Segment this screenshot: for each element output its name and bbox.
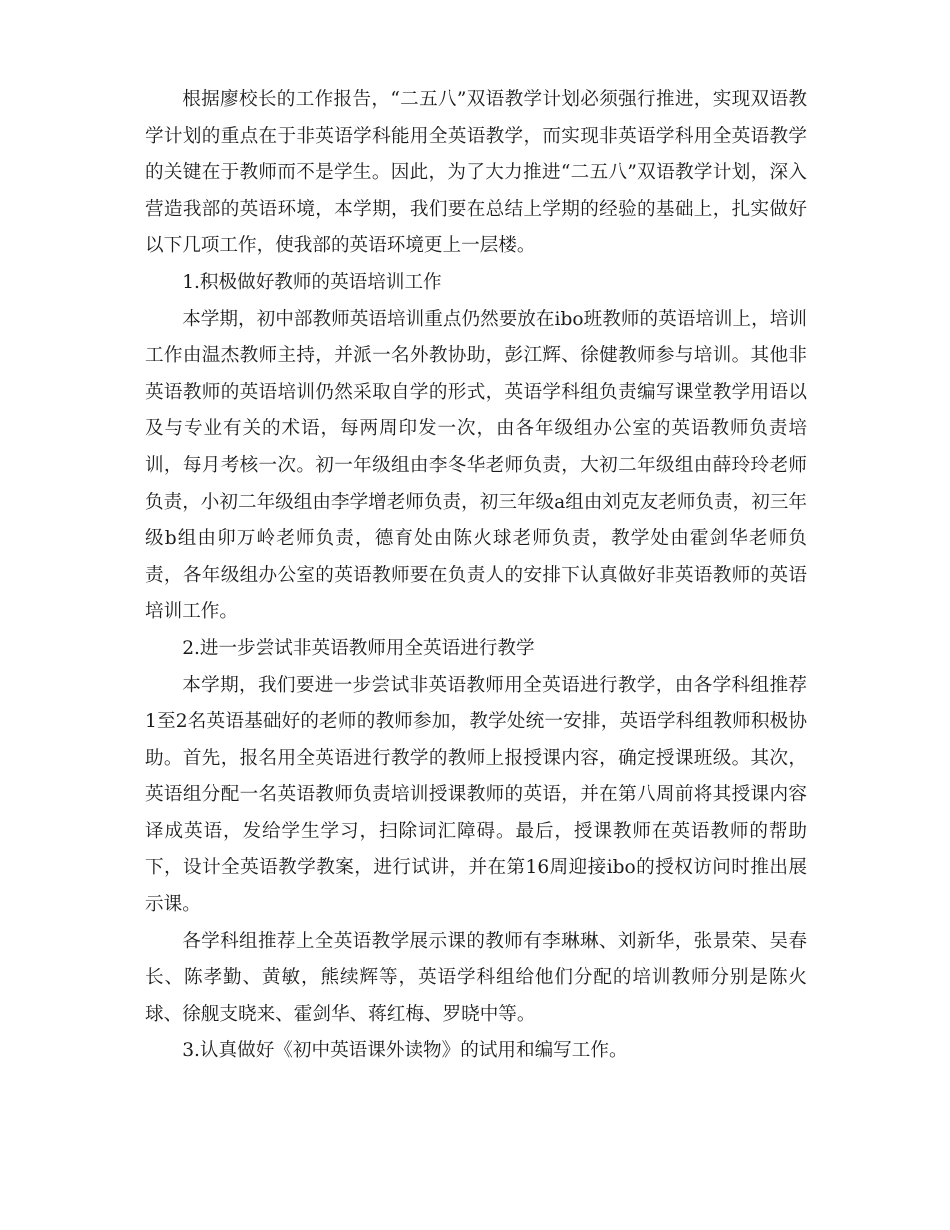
document-page <box>145 82 807 1070</box>
paragraph-intro: 根据廖校长的工作报告，“二五八”双语教学计划必须强行推进，实现双语教学计划的重点在于非英语学科能用全英语教学，而实现非英语学科用全英语教学的关键在于教师而不是学生。因此，为了大力推进“二五八”双语教学计划，深入营造我部的英语环境，本学期，我们要在总结上学期的经验的基础上，扎实做好以下几项工作，使我部的英语环境更上一层楼。 <box>145 89 807 257</box>
heading-1: 1.积极做好教师的英语培训工作 <box>182 271 442 293</box>
paragraph-teacher-training: 本学期，初中部教师英语培训重点仍然要放在ibo班教师的英语培训上，培训工作由温杰教师主持，并派一名外教协助，彭江辉、徐健教师参与培训。其他非英语教师的英语培训仍然采取自学的形式，英语学科组负责编写课堂教学用语以及与专业有关的术语，每两周印发一次，由各年级组办公室的英语教师负责培训，每月考核一次。初一年级组由李冬华老师负责，大初二年级组由薛玲玲老师负责，小初二年级组由李学增老师负责，初三年级a组由刘克友老师负责，初三年级b组由卯万岭老师负责，德育处由陈火球老师负责，教学处由霍剑华老师负责，各年级组办公室的英语教师要在负责人的安排下认真做好非英语教师的英语培训工作。 <box>145 308 807 623</box>
heading-2: 2.进一步尝试非英语教师用全英语进行教学 <box>182 637 535 659</box>
heading-3: 3.认真做好《初中英语课外读物》的试用和编写工作。 <box>182 1040 628 1062</box>
paragraph-full-english-teaching: 本学期，我们要进一步尝试非英语教师用全英语进行教学，由各学科组推荐1至2名英语基础好的老师的教师参加，教学处统一安排，英语学科组教师积极协助。首先，报名用全英语进行教学的教师上报授课内容，确定授课班级。其次，英语组分配一名英语教师负责培训授课教师的英语，并在第八周前将其授课内容译成英语，发给学生学习，扫除词汇障碍。最后，授课教师在英语教师的帮助下，设计全英语教学教案，进行试讲，并在第16周迎接ibo的授权访问时推出展示课。 <box>145 674 807 916</box>
paragraph-demo-teachers: 各学科组推荐上全英语教学展示课的教师有李琳琳、刘新华，张景荣、吴春长、陈孝勤、黄敏，熊续辉等，英语学科组给他们分配的培训教师分别是陈火球、徐舰支晓来、霍剑华、蒋红梅、罗晓中等。 <box>145 930 807 1025</box>
